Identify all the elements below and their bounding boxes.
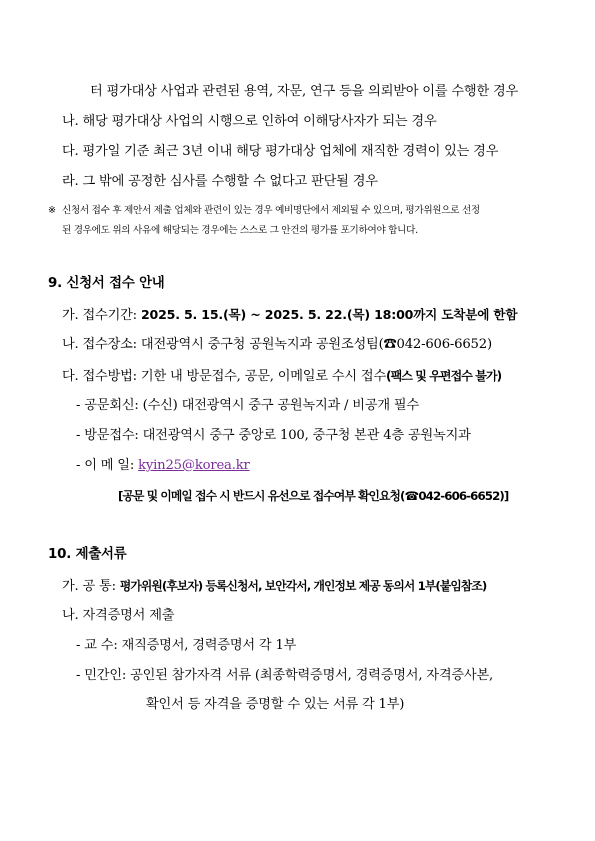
common-row	[62, 577, 486, 596]
common-label: 가. 공 통:	[62, 579, 116, 594]
method-restriction: (팩스 및 우편접수 불가)	[386, 369, 502, 383]
period-label: 가. 접수기간:	[62, 308, 137, 323]
visit-row: - 방문접수: 대전광역시 중구 중앙로 100, 중구청 본관 4층 공원녹지과	[76, 428, 471, 443]
conflict-item-na: 나. 해당 평가대상 사업의 시행으로 인하여 이해당사자가 되는 경우	[62, 114, 437, 129]
conflict-item-ga-continued: 터 평가대상 사업과 관련된 용역, 자문, 연구 등을 의뢰받아 이를 수행한 경우	[90, 84, 519, 99]
method-row	[62, 367, 501, 386]
professor-row: - 교 수: 재직증명서, 경력증명서 각 1부	[76, 638, 297, 653]
place-row: 나. 접수장소: 대전광역시 중구청 공원녹지과 공원조성팀(☎042-606-6652)	[62, 337, 492, 352]
period-value: 2025. 5. 15.(목) ~ 2025. 5. 22.(목) 18:00까지 도착분에 한함	[140, 307, 518, 322]
email-label: - 이 메 일:	[76, 458, 135, 473]
private-row-1: - 민간인: 공인된 참가자격 서류 (최종학력증명서, 경력증명서, 자격증사본,	[76, 668, 493, 683]
conflict-item-da: 다. 평가일 기준 최근 3년 이내 해당 평가대상 업체에 재직한 경력이 있는 경우	[62, 144, 499, 159]
official-doc-row: - 공문회신: (수신) 대전광역시 중구 공원녹지과 / 비공개 필수	[76, 398, 419, 413]
qualification-row: 나. 자격증명서 제출	[62, 608, 175, 623]
period-row	[62, 306, 517, 325]
confirm-note: [공문 및 이메일 접수 시 반드시 유선으로 접수여부 확인요청(☎042-606-6652)]	[118, 489, 509, 503]
section-9-heading: 9. 신청서 접수 안내	[48, 276, 165, 291]
note-line-2: 된 경우에도 위의 사유에 해당되는 경우에는 스스로 그 안건의 평가를 포기하여야 합니다.	[62, 225, 418, 236]
email-link[interactable]: kyin25@korea.kr	[138, 458, 250, 473]
private-row-2: 확인서 등 자격을 증명할 수 있는 서류 각 1부)	[146, 697, 405, 712]
conflict-item-ra: 라. 그 밖에 공정한 심사를 수행할 수 없다고 판단될 경우	[62, 174, 378, 189]
note-line-1: 신청서 접수 후 제안서 제출 업체와 관련이 있는 경우 예비명단에서 제외될 수 있으며, 평가위원으로 선정	[62, 205, 480, 216]
common-value: 평가위원(후보자) 등록신청서, 보안각서, 개인정보 제공 동의서 1부(붙임참조)	[119, 579, 487, 593]
note-mark: ※	[48, 205, 56, 216]
section-10-heading: 10. 제출서류	[48, 547, 127, 562]
email-row	[76, 457, 250, 475]
method-label: 다. 접수방법: 기한 내 방문접수, 공문, 이메일로 수시 접수	[62, 369, 387, 384]
